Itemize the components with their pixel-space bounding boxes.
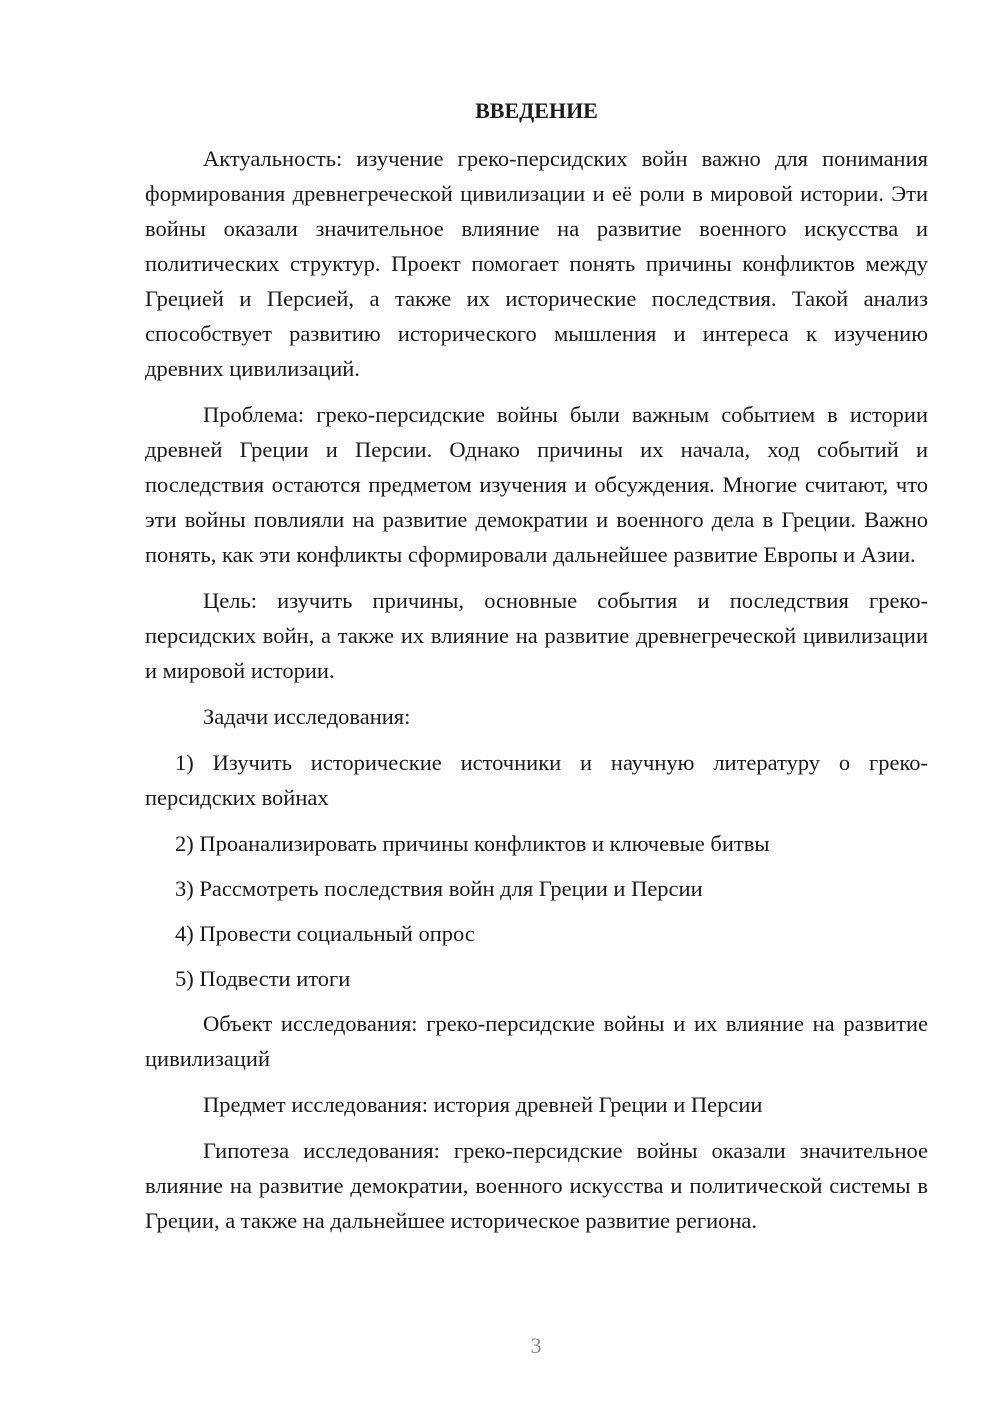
task-item: 2) Проанализировать причины конфликтов и ключевые битвы [175, 831, 770, 856]
hypothesis-paragraph: Гипотеза исследования: греко-персидские войны оказали значительное влияние на развитие демократии, военного искусства и политической системы в Греции, а также на дальнейшее историческое развитие региона. [145, 1138, 928, 1233]
object-paragraph: Объект исследования: греко-персидские войны и их влияние на развитие цивилизаций [145, 1011, 928, 1071]
page-title: ВВЕДЕНИЕ [475, 98, 598, 123]
task-item: 4) Провести социальный опрос [175, 921, 475, 946]
document-page [145, 93, 928, 1249]
goal-paragraph: Цель: изучить причины, основные события и последствия греко-персидских войн, а также их влияние на развитие древнегреческой цивилизации и мировой истории. [145, 588, 928, 683]
tasks-heading: Задачи исследования: [203, 704, 411, 729]
problem-paragraph: Проблема: греко-персидские войны были важным событием в истории древней Греции и Персии. Однако причины их начала, ход событий и последствия остаются предметом изучения и обсуждения. Многие считают, что эти войны повлияли на развитие демократии и военного дела в Греции. Важно понять, как эти конфликты сформировали дальнейшее развитие Европы и Азии. [145, 402, 928, 567]
page-number: 3 [530, 1333, 542, 1358]
task-item: 3) Рассмотреть последствия войн для Греции и Персии [175, 876, 703, 901]
relevance-paragraph: Актуальность: изучение греко-персидских войн важно для понимания формирования древнегреческой цивилизации и её роли в мировой истории. Эти войны оказали значительное влияние на развитие военного искусства и политических структур. Проект помогает понять причины конфликтов между Грецией и Персией, а также их исторические последствия. Такой анализ способствует развитию исторического мышления и интереса к изучению древних цивилизаций. [145, 146, 928, 381]
subject-paragraph: Предмет исследования: история древней Греции и Персии [203, 1092, 763, 1117]
task-item: 1) Изучить исторические источники и научную литературу о греко-персидских войнах [145, 750, 928, 810]
task-item: 5) Подвести итоги [175, 966, 351, 991]
